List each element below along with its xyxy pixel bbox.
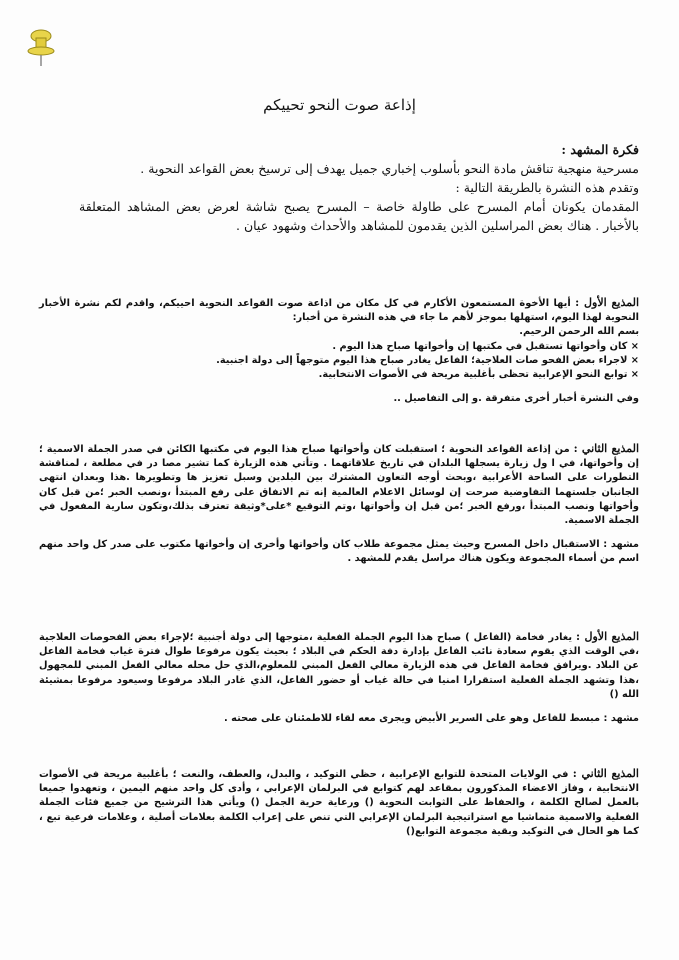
headline-item: × توابع النحو الإعرابية تحظى بأغلبية مريحة في الأصوات الانتخابية.: [318, 369, 639, 381]
news-closing: وفي النشرة أخبار أخرى متفرقة .و إلى التفاصيل ..: [393, 393, 639, 405]
presentation-text: المقدمان يكونان أمام المسرح على طاولة خاصة – المسرح يصبح شاشة لعرض بعض المشاهد المتعلقة بالأخبار . هناك بعض المراسلين الذين يقدمون للمشاهد والأحداث وشهود عيان .: [79, 199, 639, 233]
news-section-2: [39, 442, 639, 567]
scene-heading: فكرة المشهد :: [561, 142, 639, 157]
news-intro: أيها الأخوة المستمعون الأكارم في كل مكان من اذاعة صوت القواعد النحوية احييكم، واقدم لكم نشرة الأخبار النحوية لهذا اليوم، استهلها بموجز لأهم ما جاء في هذه النشرة من أخبار:: [39, 298, 639, 324]
scene-note: مشهد : الاستقبال داخل المسرح وحيث يمثل مجموعة طلاب كان وأخواتها وأخرى إن وأخواتها مكتوب على صدر كل واحد منهم اسم من أسماء المجموعة ويكون هناك مراسل يقدم للمشهد .: [39, 539, 639, 565]
scene-note: مشهد : مبسط للفاعل وهو على السرير الأبيض ويجرى معه لقاء للاطمئنان على صحته .: [224, 713, 639, 725]
speaker-label: المذيع الأول :: [575, 296, 639, 309]
news-text: في الولايات المتحدة للتوابع الإعرابية ، حظي التوكيد ، والبدل، والعطف، والنعت ؛ بأغلبية مريحة في الأصوات الانتخابية ، وفاز الاعضاء المذكورون بمقاعد لهم كتوابع في البرلمان الإعرابي ، وأدى كل واحد منهم اليمين ، وتعهدوا جميعا بالعمل لصالح الكلمة ، والحفاظ على الثوابت النحوية () ورعاية حرية الجمل () ويأتي هذا الترشيح من جميع فئات الجملة الفعلية والاسمية متماشيا مع استراتيجية البرلمان الإعرابي التي تنص على إعراب الكلمة بعلامات أصلية ، وعلامات فرعية تبع ، كما هو الحال في التوكيد وبقية مجموعة التوابع(): [39, 769, 639, 837]
speaker-label: المذيع الثاني :: [573, 442, 639, 455]
speaker-label: المذيع الأول :: [576, 630, 639, 643]
scene-text: مسرحية منهجية تناقش مادة النحو بأسلوب إخباري جميل يهدف إلى ترسيخ بعض القواعد النحوية .: [140, 161, 639, 176]
speaker-label: المذيع الثاني :: [572, 767, 639, 780]
news-section-3: [39, 630, 639, 726]
news-section-1: [39, 296, 639, 406]
news-text: من إذاعة القواعد النحوية ؛ استقبلت كان وأخواتها صباح هذا اليوم في مكتبها الكائن في صدر الجملة الاسمية ؛ إن وأخواتها، في ا ول زيارة يسجلها البلدان في تاريخ علاقاتهما . وتأتي هذه الزيارة كما تشير مصا در في مطلعة ، لمناقشة التطورات على الساحة الأعرابية ،وبحث أوجه التعاون المشترك بين البلدين وسبل تعزيز ها وتطويرها .هذا وبعدان انتهى الجانبان جلستهما التفاوضية صرحت إن لوسائل الاعلام العالمية إنه تم الاتفاق على رفع المبتدأ ،ونصب الخبر ؛من قبل كان وأخواتها ونصب المبتدأ ،ورفع الخبر ؛من قبل إن وأخواتها ،وتم التوقيع *على*وثيقة تعترف بذلك،وتكون سارية المفعول في الجملة الاسمية.: [39, 444, 639, 527]
headline-item: × كان وأخواتها تستقبل في مكتبها إن وأخواتها صباح هذا اليوم .: [332, 340, 639, 352]
scene-idea-section: [79, 140, 639, 235]
news-text: يغادر فخامة (الفاعل ) صباح هذا اليوم الجملة الفعلية ،متوجها إلى دولة أجنبية ؛لإجراء بعض الفحوصات العلاجية ،في الوقت الذي يقوم سعادة نائب الفاعل بإدارة دفة الحكم في البلاد ؛ بحيث يكون مرفوعا طوال فترة غياب فخامة الفاعل عن البلاد .ويرافق فخامة الفاعل في هذه الزيارة معالي الفعل المبني للمعلوم،الذي حل محله معالي الفعل المبني للمجهول ،هذا وتشهد الجملة الفعلية استقرارا امنيا في حالة غياب أو حضور الفاعل، الذي غادر البلاد مرفوعا وسيعود مرفوعا بمشيئة الله (): [39, 632, 639, 700]
basmala: بسم الله الرحمن الرحيم.: [519, 326, 639, 338]
presentation-intro: وتقدم هذه النشرة بالطريقة التالية :: [455, 180, 639, 195]
pushpin-icon: [26, 28, 56, 68]
news-section-4: [39, 767, 639, 839]
headline-item: × لاجراء بعض الفحو صات العلاجية؛ الفاعل يغادر صباح هذا اليوم متوجهاً إلى دولة اجنبية.: [216, 354, 639, 366]
document-title: إذاعة صوت النحو تحييكم: [263, 96, 416, 114]
